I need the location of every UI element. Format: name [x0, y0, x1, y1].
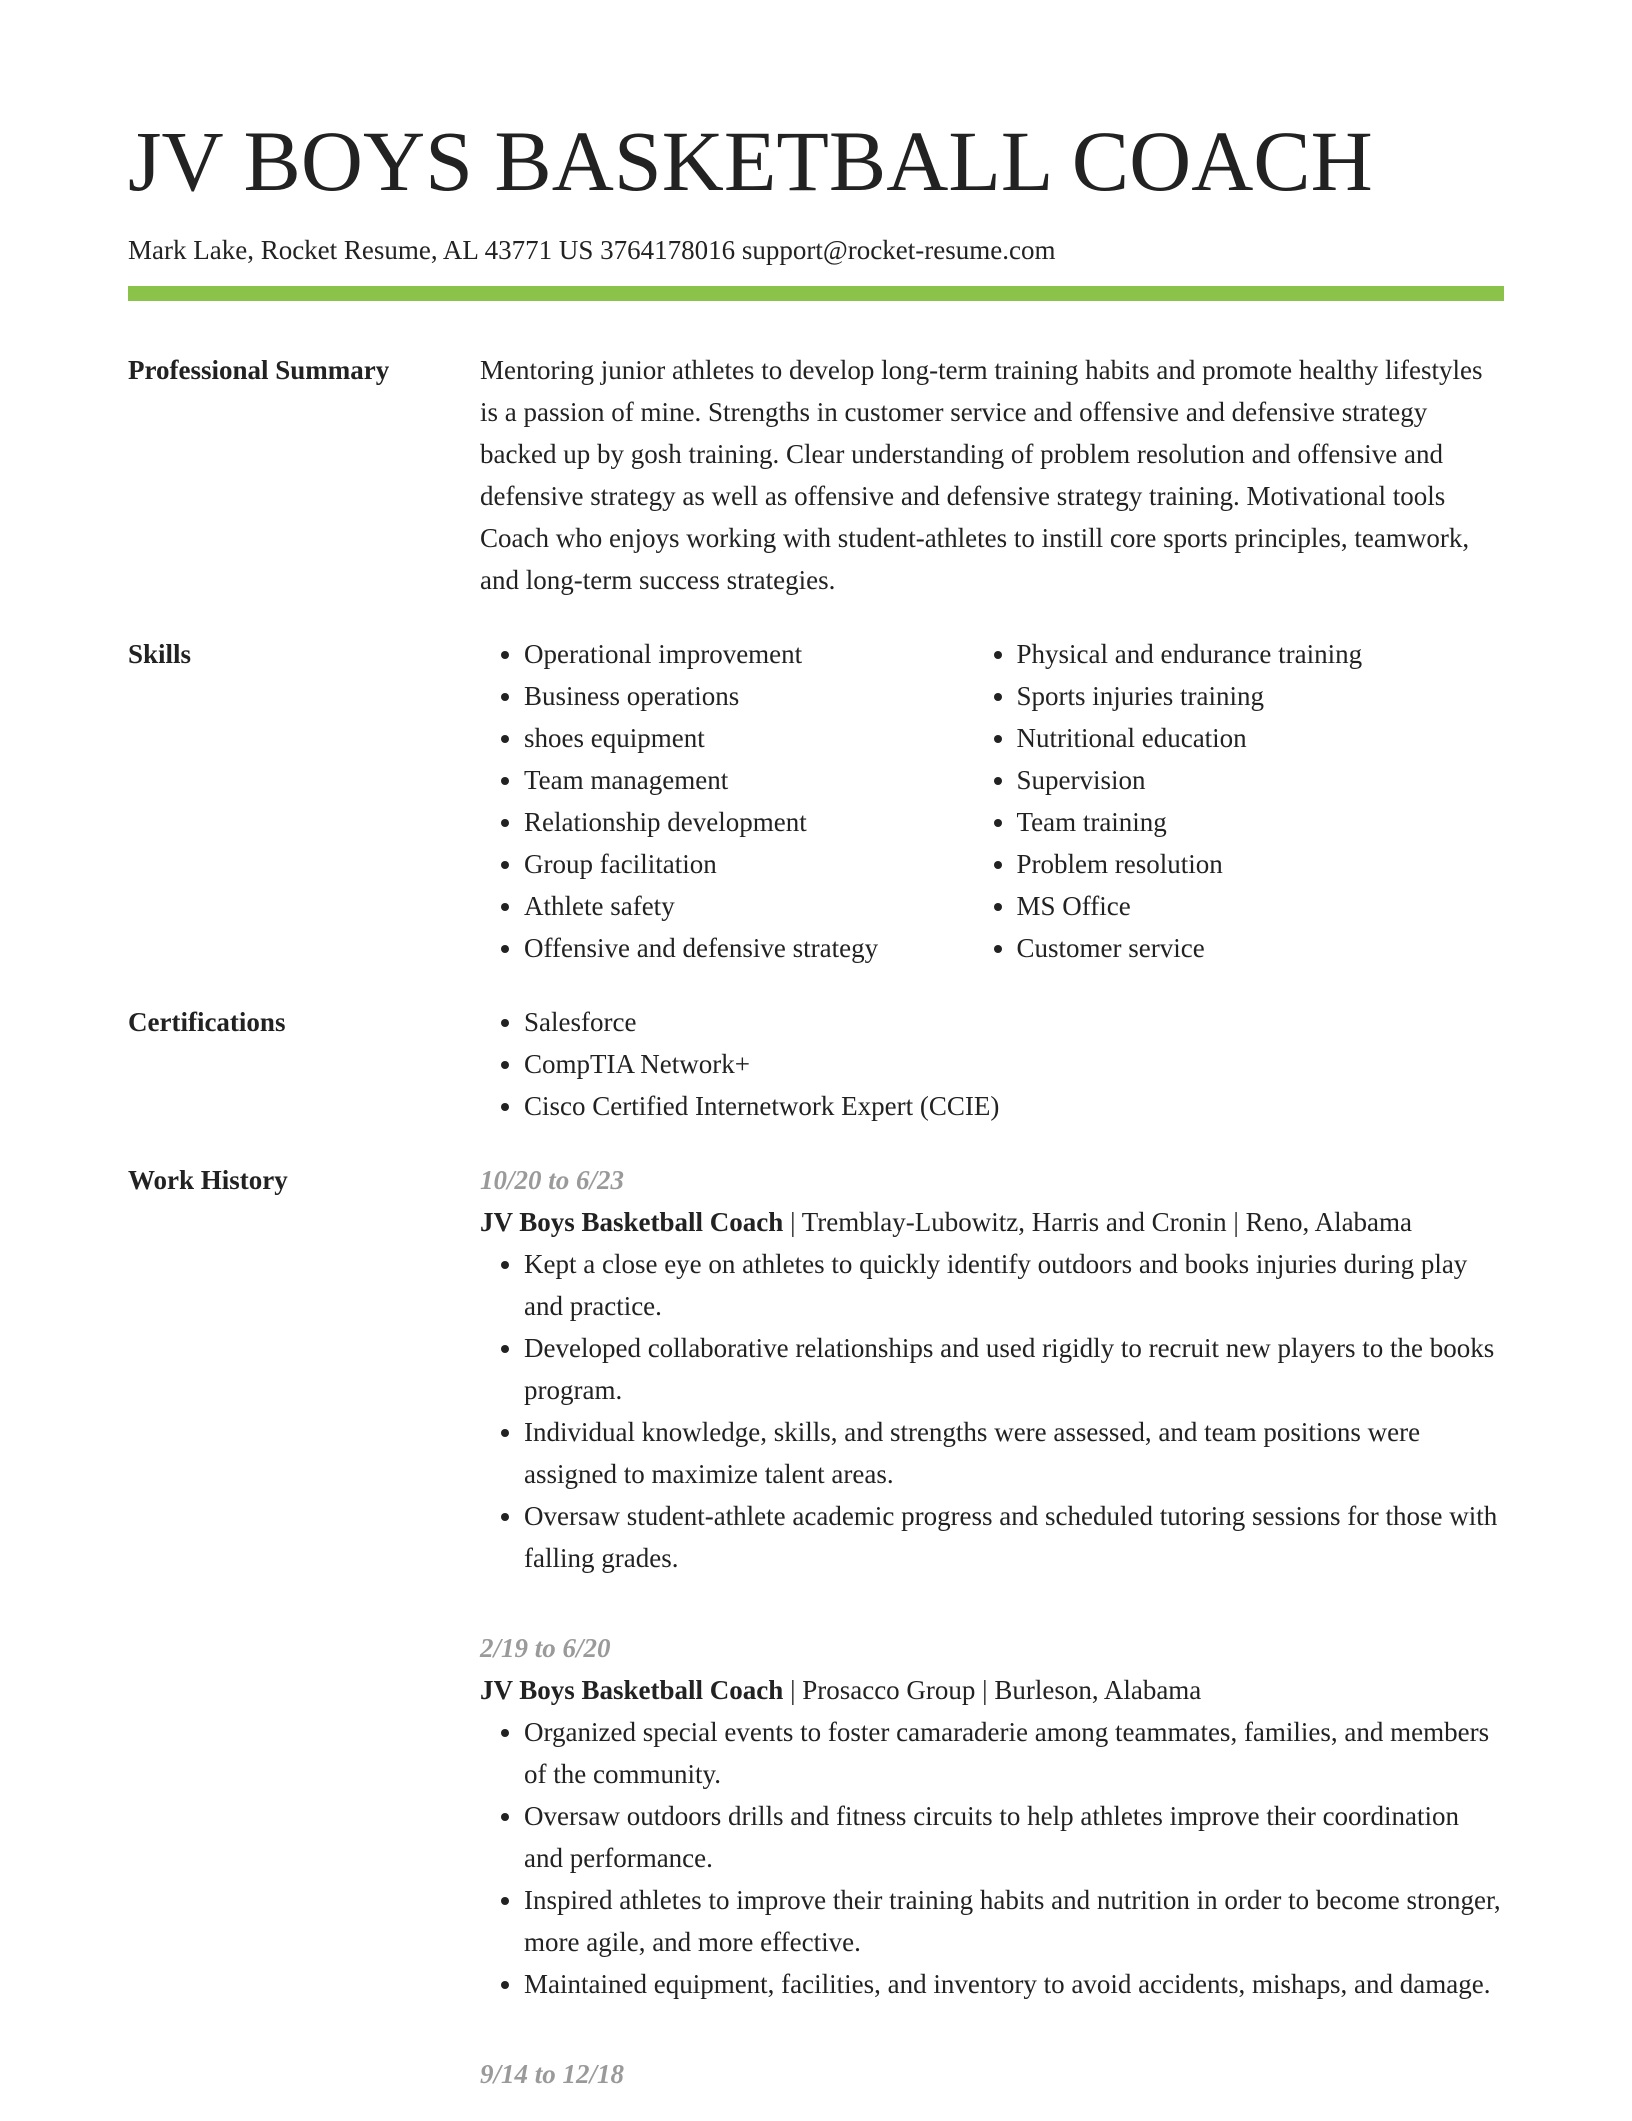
certification-item: • Salesforce: [524, 1001, 1504, 1043]
skill-item: • shoes equipment: [524, 717, 973, 759]
job-bullet: • Developed collaborative relationships and used rigidly to recruit new players to the books program.: [524, 1327, 1504, 1411]
certification-item: • Cisco Certified Internetwork Expert (CCIE): [524, 1085, 1504, 1127]
skill-item: • Group facilitation: [524, 843, 973, 885]
job-bullet: • Maintained equipment, facilities, and inventory to avoid accidents, mishaps, and damage.: [524, 1963, 1504, 2005]
skill-item: • Customer service: [1017, 927, 1505, 969]
job-entry: [480, 1159, 1504, 1579]
job-title: JV Boys Basketball Coach: [480, 1675, 784, 1705]
skill-item: • Offensive and defensive strategy: [524, 927, 973, 969]
job-bullet: • Inspired athletes to improve their training habits and nutrition in order to become stronger, more agile, and more effective.: [524, 1879, 1504, 1963]
skill-item: • Operational improvement: [524, 633, 973, 675]
contact-line: Mark Lake, Rocket Resume, AL 43771 US 3764178016 support@rocket-resume.com: [128, 235, 1056, 265]
skills-list-left: [480, 633, 973, 969]
job-bullet: • Oversaw student-athlete academic progress and scheduled tutoring sessions for those with falling grades.: [524, 1495, 1504, 1579]
skill-item: • Nutritional education: [1017, 717, 1505, 759]
skill-item: • Relationship development: [524, 801, 973, 843]
job-heading: [480, 1201, 1504, 1243]
skill-item: • Business operations: [524, 675, 973, 717]
job-bullets: [480, 1243, 1504, 1579]
skill-item: • Problem resolution: [1017, 843, 1505, 885]
job-employer: | Tremblay-Lubowitz, Harris and Cronin | Reno, Alabama: [783, 1207, 1413, 1237]
skill-item: • Physical and endurance training: [1017, 633, 1505, 675]
skill-item: • Team training: [1017, 801, 1505, 843]
job-dates: 2/19 to 6/20: [480, 1633, 611, 1663]
header-divider: [128, 286, 1504, 301]
job-bullet: • Individual knowledge, skills, and strengths were assessed, and team positions were assigned to maximize talent areas.: [524, 1411, 1504, 1495]
skills-list-right: [973, 633, 1505, 969]
job-dates: 9/14 to 12/18: [480, 2059, 625, 2089]
work-history-heading: Work History: [128, 1165, 288, 1195]
resume-title: JV BOYS BASKETBALL COACH: [128, 113, 1373, 209]
skill-item: • Supervision: [1017, 759, 1505, 801]
summary-heading: Professional Summary: [128, 355, 390, 385]
job-bullet: • Organized special events to foster camaraderie among teammates, families, and members of the community.: [524, 1711, 1504, 1795]
job-bullet: • Oversaw outdoors drills and fitness circuits to help athletes improve their coordination and performance.: [524, 1795, 1504, 1879]
job-bullets: [480, 1711, 1504, 2005]
skill-item: • Athlete safety: [524, 885, 973, 927]
certifications-heading: Certifications: [128, 1007, 286, 1037]
skills-heading: Skills: [128, 639, 192, 669]
job-entry: [480, 2053, 1504, 2095]
certification-item: • CompTIA Network+: [524, 1043, 1504, 1085]
job-employer: | Prosacco Group | Burleson, Alabama: [783, 1675, 1202, 1705]
skill-item: • MS Office: [1017, 885, 1505, 927]
job-heading: [480, 1669, 1504, 1711]
job-bullet: • Kept a close eye on athletes to quickly identify outdoors and books injuries during play and practice.: [524, 1243, 1504, 1327]
certifications-list: [480, 1001, 1504, 1127]
skill-item: • Sports injuries training: [1017, 675, 1505, 717]
summary-text: Mentoring junior athletes to develop long-term training habits and promote healthy lifestyles is a passion of mine. Strengths in customer service and offensive and defensive strategy backed up by gosh training. Clear understanding of problem resolution and offensive and defensive strategy as well as offensive and defensive strategy training. Motivational tools Coach who enjoys working with student-athletes to instill core sports principles, teamwork, and long-term success strategies.: [480, 355, 1483, 595]
skill-item: • Team management: [524, 759, 973, 801]
job-entry: [480, 1627, 1504, 2005]
job-dates: 10/20 to 6/23: [480, 1165, 625, 1195]
job-title: JV Boys Basketball Coach: [480, 1207, 784, 1237]
